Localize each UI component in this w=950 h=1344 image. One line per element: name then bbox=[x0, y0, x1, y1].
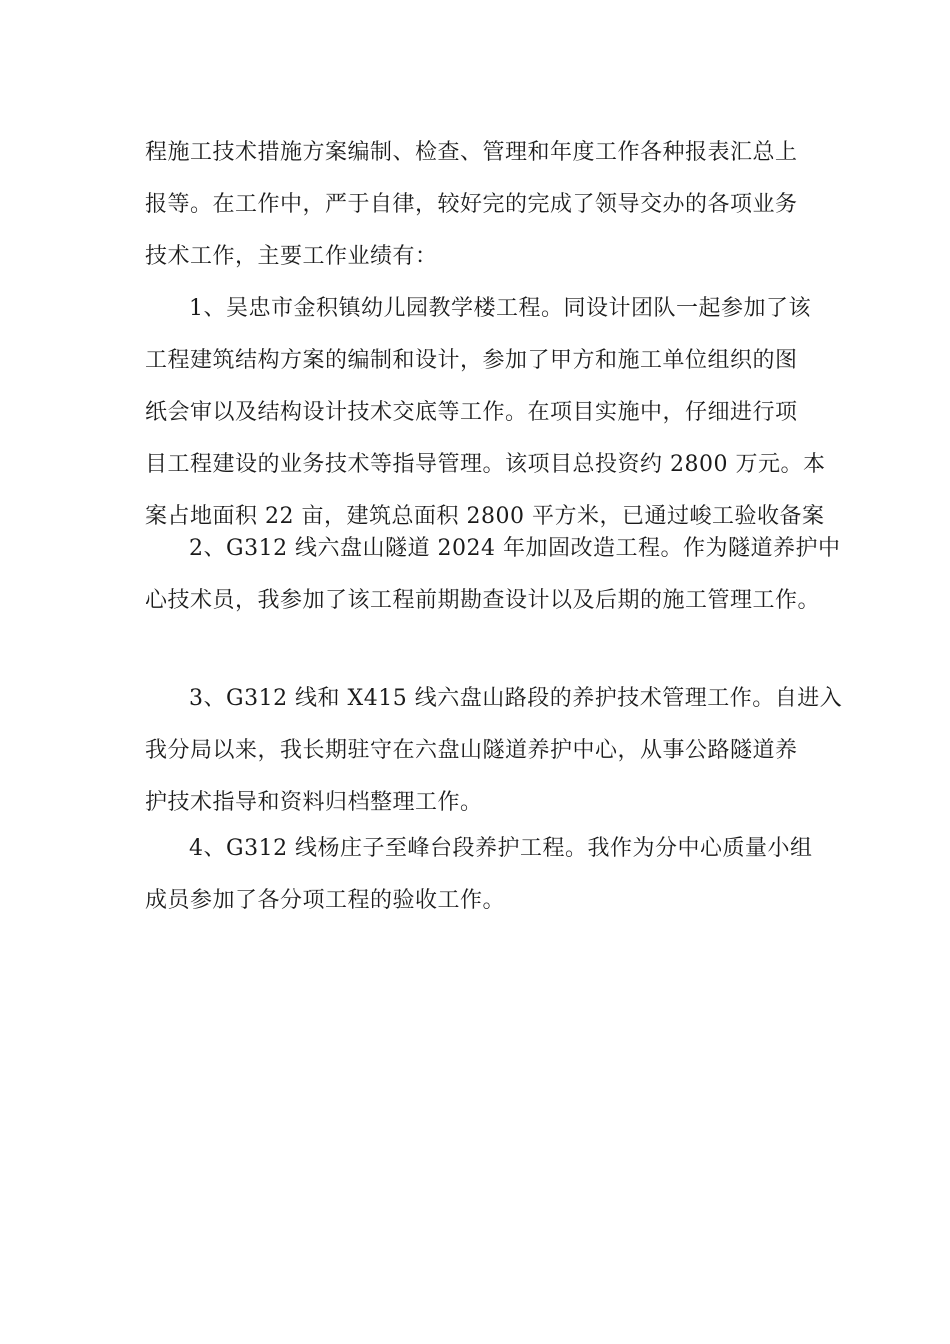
text-line: 报等。在工作中，严于自律，较好完的完成了领导交办的各项业务 bbox=[145, 192, 798, 217]
text-line: 目工程建设的业务技术等指导管理。该项目总投资约 2800 万元。本 bbox=[145, 452, 826, 477]
text-line: 护技术指导和资料归档整理工作。 bbox=[145, 790, 483, 815]
text-line: 工程建筑结构方案的编制和设计，参加了甲方和施工单位组织的图 bbox=[145, 348, 798, 373]
text-line: 纸会审以及结构设计技术交底等工作。在项目实施中，仔细进行项 bbox=[145, 400, 798, 425]
text-line: 4、G312 线杨庄子至峰台段养护工程。我作为分中心质量小组 bbox=[189, 836, 813, 861]
paragraph-item-2 bbox=[145, 523, 841, 627]
text-line: 案占地面积 22 亩，建筑总面积 2800 平方米，已通过峻工验收备案 bbox=[145, 504, 825, 529]
text-line: 2、G312 线六盘山隧道 2024 年加固改造工程。作为隧道养护中 bbox=[189, 536, 841, 561]
text-line: 3、G312 线和 X415 线六盘山路段的养护技术管理工作。自进入 bbox=[189, 686, 843, 711]
text-line: 程施工技术措施方案编制、检查、管理和年度工作各种报表汇总上 bbox=[145, 140, 798, 165]
paragraph-intro bbox=[145, 127, 835, 283]
text-line: 成员参加了各分项工程的验收工作。 bbox=[145, 888, 506, 913]
text-line: 1、吴忠市金积镇幼儿园教学楼工程。同设计团队一起参加了该 bbox=[189, 296, 811, 321]
text-line: 技术工作，主要工作业绩有： bbox=[145, 244, 438, 269]
text-line: 心技术员，我参加了该工程前期勘查设计以及后期的施工管理工作。 bbox=[145, 588, 821, 613]
paragraph-item-1 bbox=[145, 283, 835, 543]
paragraph-item-4 bbox=[145, 823, 835, 927]
paragraph-item-3 bbox=[145, 673, 843, 829]
text-line: 我分局以来，我长期驻守在六盘山隧道养护中心，从事公路隧道养 bbox=[145, 738, 798, 763]
